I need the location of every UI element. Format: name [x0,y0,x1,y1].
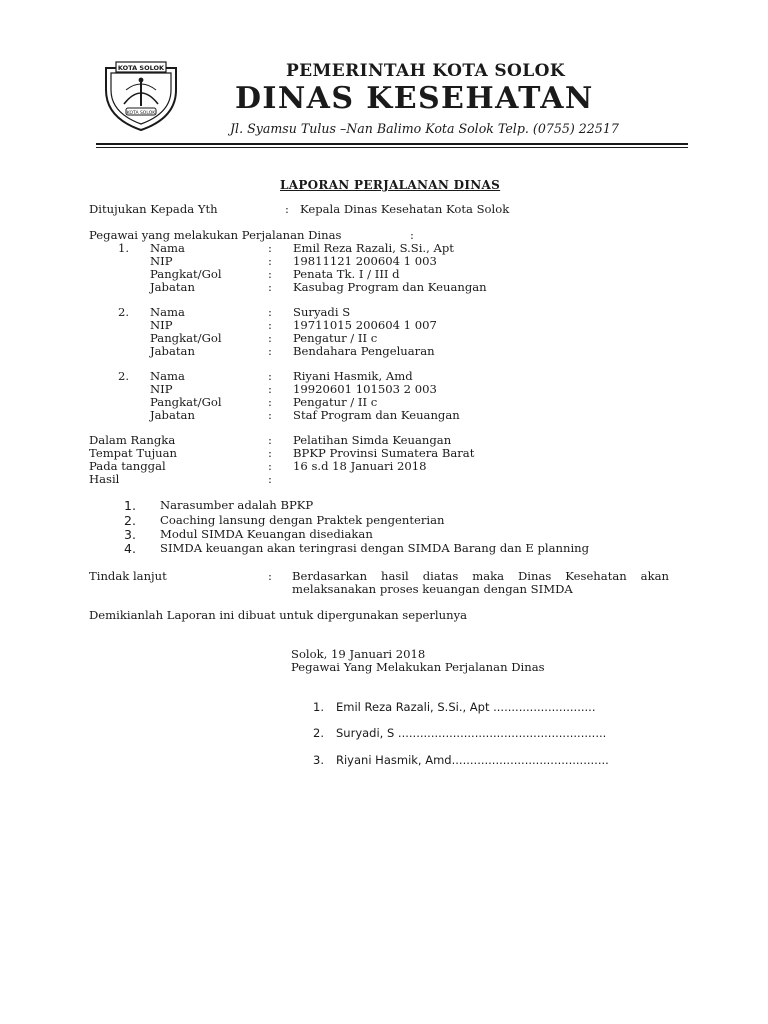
follow-up-line-2: melaksanakan proses keuangan dengan SIMDA [292,582,573,596]
signature-heading: Pegawai Yang Melakukan Perjalanan Dinas [291,660,545,674]
letterhead-rule-thick [96,143,688,145]
employee-number: 1. [118,241,130,255]
employee-field-label: Nama [150,241,185,255]
follow-up-label: Tindak lanjut [89,569,167,583]
employee-field-colon: : [268,408,272,422]
trip-field-value: BPKP Provinsi Sumatera Barat [293,446,475,460]
employee-field-label: Nama [150,369,185,383]
result-text: SIMDA keuangan akan teringrasi dengan SIMDA Barang dan E planning [160,541,590,555]
employee-field-colon: : [268,267,272,281]
employee-field-colon: : [268,241,272,255]
employee-field-colon: : [268,382,272,396]
employee-field-label: Nama [150,305,185,319]
employee-field-value: Penata Tk. I / III d [293,267,400,281]
employee-field-value: Kasubag Program dan Keuangan [293,280,487,294]
employee-field-colon: : [268,344,272,358]
employee-number: 2. [118,369,130,383]
department-address: Jl. Syamsu Tulus –Nan Balimo Kota Solok Telp. (0755) 22517 [230,121,619,136]
trip-field-label: Hasil [89,472,120,486]
employee-field-colon: : [268,395,272,409]
recipient-value: Kepala Dinas Kesehatan Kota Solok [300,202,510,216]
employee-field-colon: : [268,369,272,383]
signer-number: 2. [313,726,324,740]
employee-field-label: Pangkat/Gol [150,395,222,409]
trip-field-colon: : [268,433,272,447]
trip-field-label: Tempat Tujuan [89,446,178,460]
signer-line: Suryadi, S ......................................................... [336,726,607,740]
recipient-colon: : [285,202,289,216]
employee-field-colon: : [268,318,272,332]
signer-line: Emil Reza Razali, S.Si., Apt ............................ [336,700,596,714]
signer-line: Riyani Hasmik, Amd........................................... [336,753,609,767]
result-number: 2. [124,513,136,528]
trip-field-label: Pada tanggal [89,459,166,473]
trip-field-value: 16 s.d 18 Januari 2018 [293,459,427,473]
employee-field-colon: : [268,280,272,294]
employee-field-colon: : [268,305,272,319]
letterhead-rule-thin [96,147,688,148]
result-number: 4. [124,541,136,556]
employee-field-label: Pangkat/Gol [150,331,222,345]
employee-field-value: 19920601 101503 2 003 [293,382,437,396]
trip-field-colon: : [268,446,272,460]
employee-field-label: NIP [150,254,173,268]
employee-field-value: Suryadi S [293,305,351,319]
employee-field-value: 19711015 200604 1 007 [293,318,437,332]
trip-field-value: Pelatihan Simda Keuangan [293,433,452,447]
employee-field-colon: : [268,254,272,268]
follow-up-colon: : [268,569,272,583]
employee-field-value: Riyani Hasmik, Amd [293,369,413,383]
trip-field-colon: : [268,472,272,486]
place-date: Solok, 19 Januari 2018 [291,647,426,661]
employee-field-value: Pengatur / II c [293,331,378,345]
employee-field-value: Pengatur / II c [293,395,378,409]
employee-field-label: Jabatan [150,280,195,294]
result-number: 3. [124,527,136,542]
employee-field-value: 19811121 200604 1 003 [293,254,437,268]
logo-text-bottom: KOTA SOLOK [126,111,156,116]
closing-statement: Demikianlah Laporan ini dibuat untuk dipergunakan seperlunya [89,608,468,622]
employees-heading: Pegawai yang melakukan Perjalanan Dinas [89,228,342,242]
employee-field-label: Pangkat/Gol [150,267,222,281]
employee-field-value: Emil Reza Razali, S.Si., Apt [293,241,454,255]
employee-field-value: Staf Program dan Keuangan [293,408,460,422]
logo-text-top: KOTA SOLOK [117,64,165,72]
signer-number: 1. [313,700,324,714]
result-text: Modul SIMDA Keuangan disediakan [160,527,373,541]
employee-field-colon: : [268,331,272,345]
employee-number: 2. [118,305,130,319]
government-name: PEMERINTAH KOTA SOLOK [286,61,566,81]
signer-number: 3. [313,753,324,767]
recipient-label: Ditujukan Kepada Yth [89,202,218,216]
result-text: Coaching lansung dengan Praktek pengenterian [160,513,445,527]
trip-field-label: Dalam Rangka [89,433,176,447]
employee-field-label: NIP [150,382,173,396]
follow-up-line-1: Berdasarkan hasil diatas maka Dinas Kesehatan akan [292,569,669,583]
document-title: LAPORAN PERJALANAN DINAS [280,178,501,192]
city-emblem-logo [102,60,180,132]
employee-field-label: Jabatan [150,344,195,358]
employee-field-value: Bendahara Pengeluaran [293,344,435,358]
employees-heading-colon: : [410,228,414,242]
employee-field-label: NIP [150,318,173,332]
trip-field-colon: : [268,459,272,473]
employee-field-label: Jabatan [150,408,195,422]
result-number: 1. [124,498,136,513]
follow-up-text [292,570,669,596]
department-name: DINAS KESEHATAN [235,81,594,116]
result-text: Narasumber adalah BPKP [160,498,314,512]
